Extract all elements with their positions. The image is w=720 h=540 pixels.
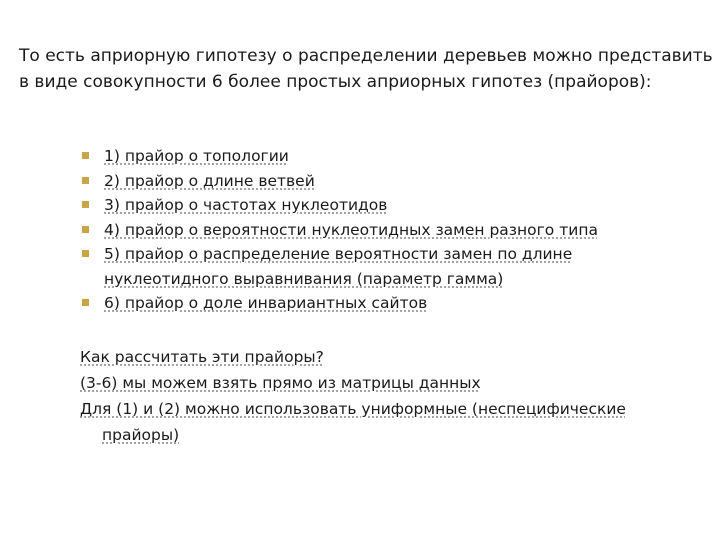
square-bullet-icon bbox=[82, 299, 89, 306]
list-item bbox=[80, 291, 680, 316]
list-item bbox=[80, 144, 680, 169]
list-item bbox=[80, 242, 680, 291]
list-item bbox=[80, 218, 680, 243]
notes-block bbox=[80, 344, 690, 448]
list-item-text: 3) прайор о частотах нуклеотидов bbox=[104, 196, 388, 214]
square-bullet-icon bbox=[82, 226, 89, 233]
intro-paragraph: То есть априорную гипотезу о распределении деревьев можно представить в виде совокупности 6 более простых априорных гипотез (прайоров): bbox=[19, 46, 713, 92]
notes-question: Как рассчитать эти прайоры? bbox=[80, 348, 324, 366]
square-bullet-icon bbox=[82, 152, 89, 159]
list-item bbox=[80, 169, 680, 194]
square-bullet-icon bbox=[82, 201, 89, 208]
list-item-text: 5) прайор о распределение вероятности замен по длине нуклеотидного выравнивания (параметр гамма) bbox=[104, 245, 573, 288]
list-item-text: 1) прайор о топологии bbox=[104, 147, 289, 165]
list-item-text: 6) прайор о доле инвариантных сайтов bbox=[104, 294, 428, 312]
list-item bbox=[80, 193, 680, 218]
list-item-text: 4) прайор о вероятности нуклеотидных замен разного типа bbox=[104, 220, 598, 239]
square-bullet-icon bbox=[82, 250, 89, 257]
notes-line: (3-6) мы можем взять прямо из матрицы данных bbox=[80, 374, 481, 392]
notes-line: Для (1) и (2) можно использовать униформные (неспецифические прайоры) bbox=[80, 400, 626, 444]
prior-list bbox=[80, 144, 680, 316]
list-item-text: 2) прайор о длине ветвей bbox=[104, 171, 315, 190]
square-bullet-icon bbox=[82, 177, 89, 184]
